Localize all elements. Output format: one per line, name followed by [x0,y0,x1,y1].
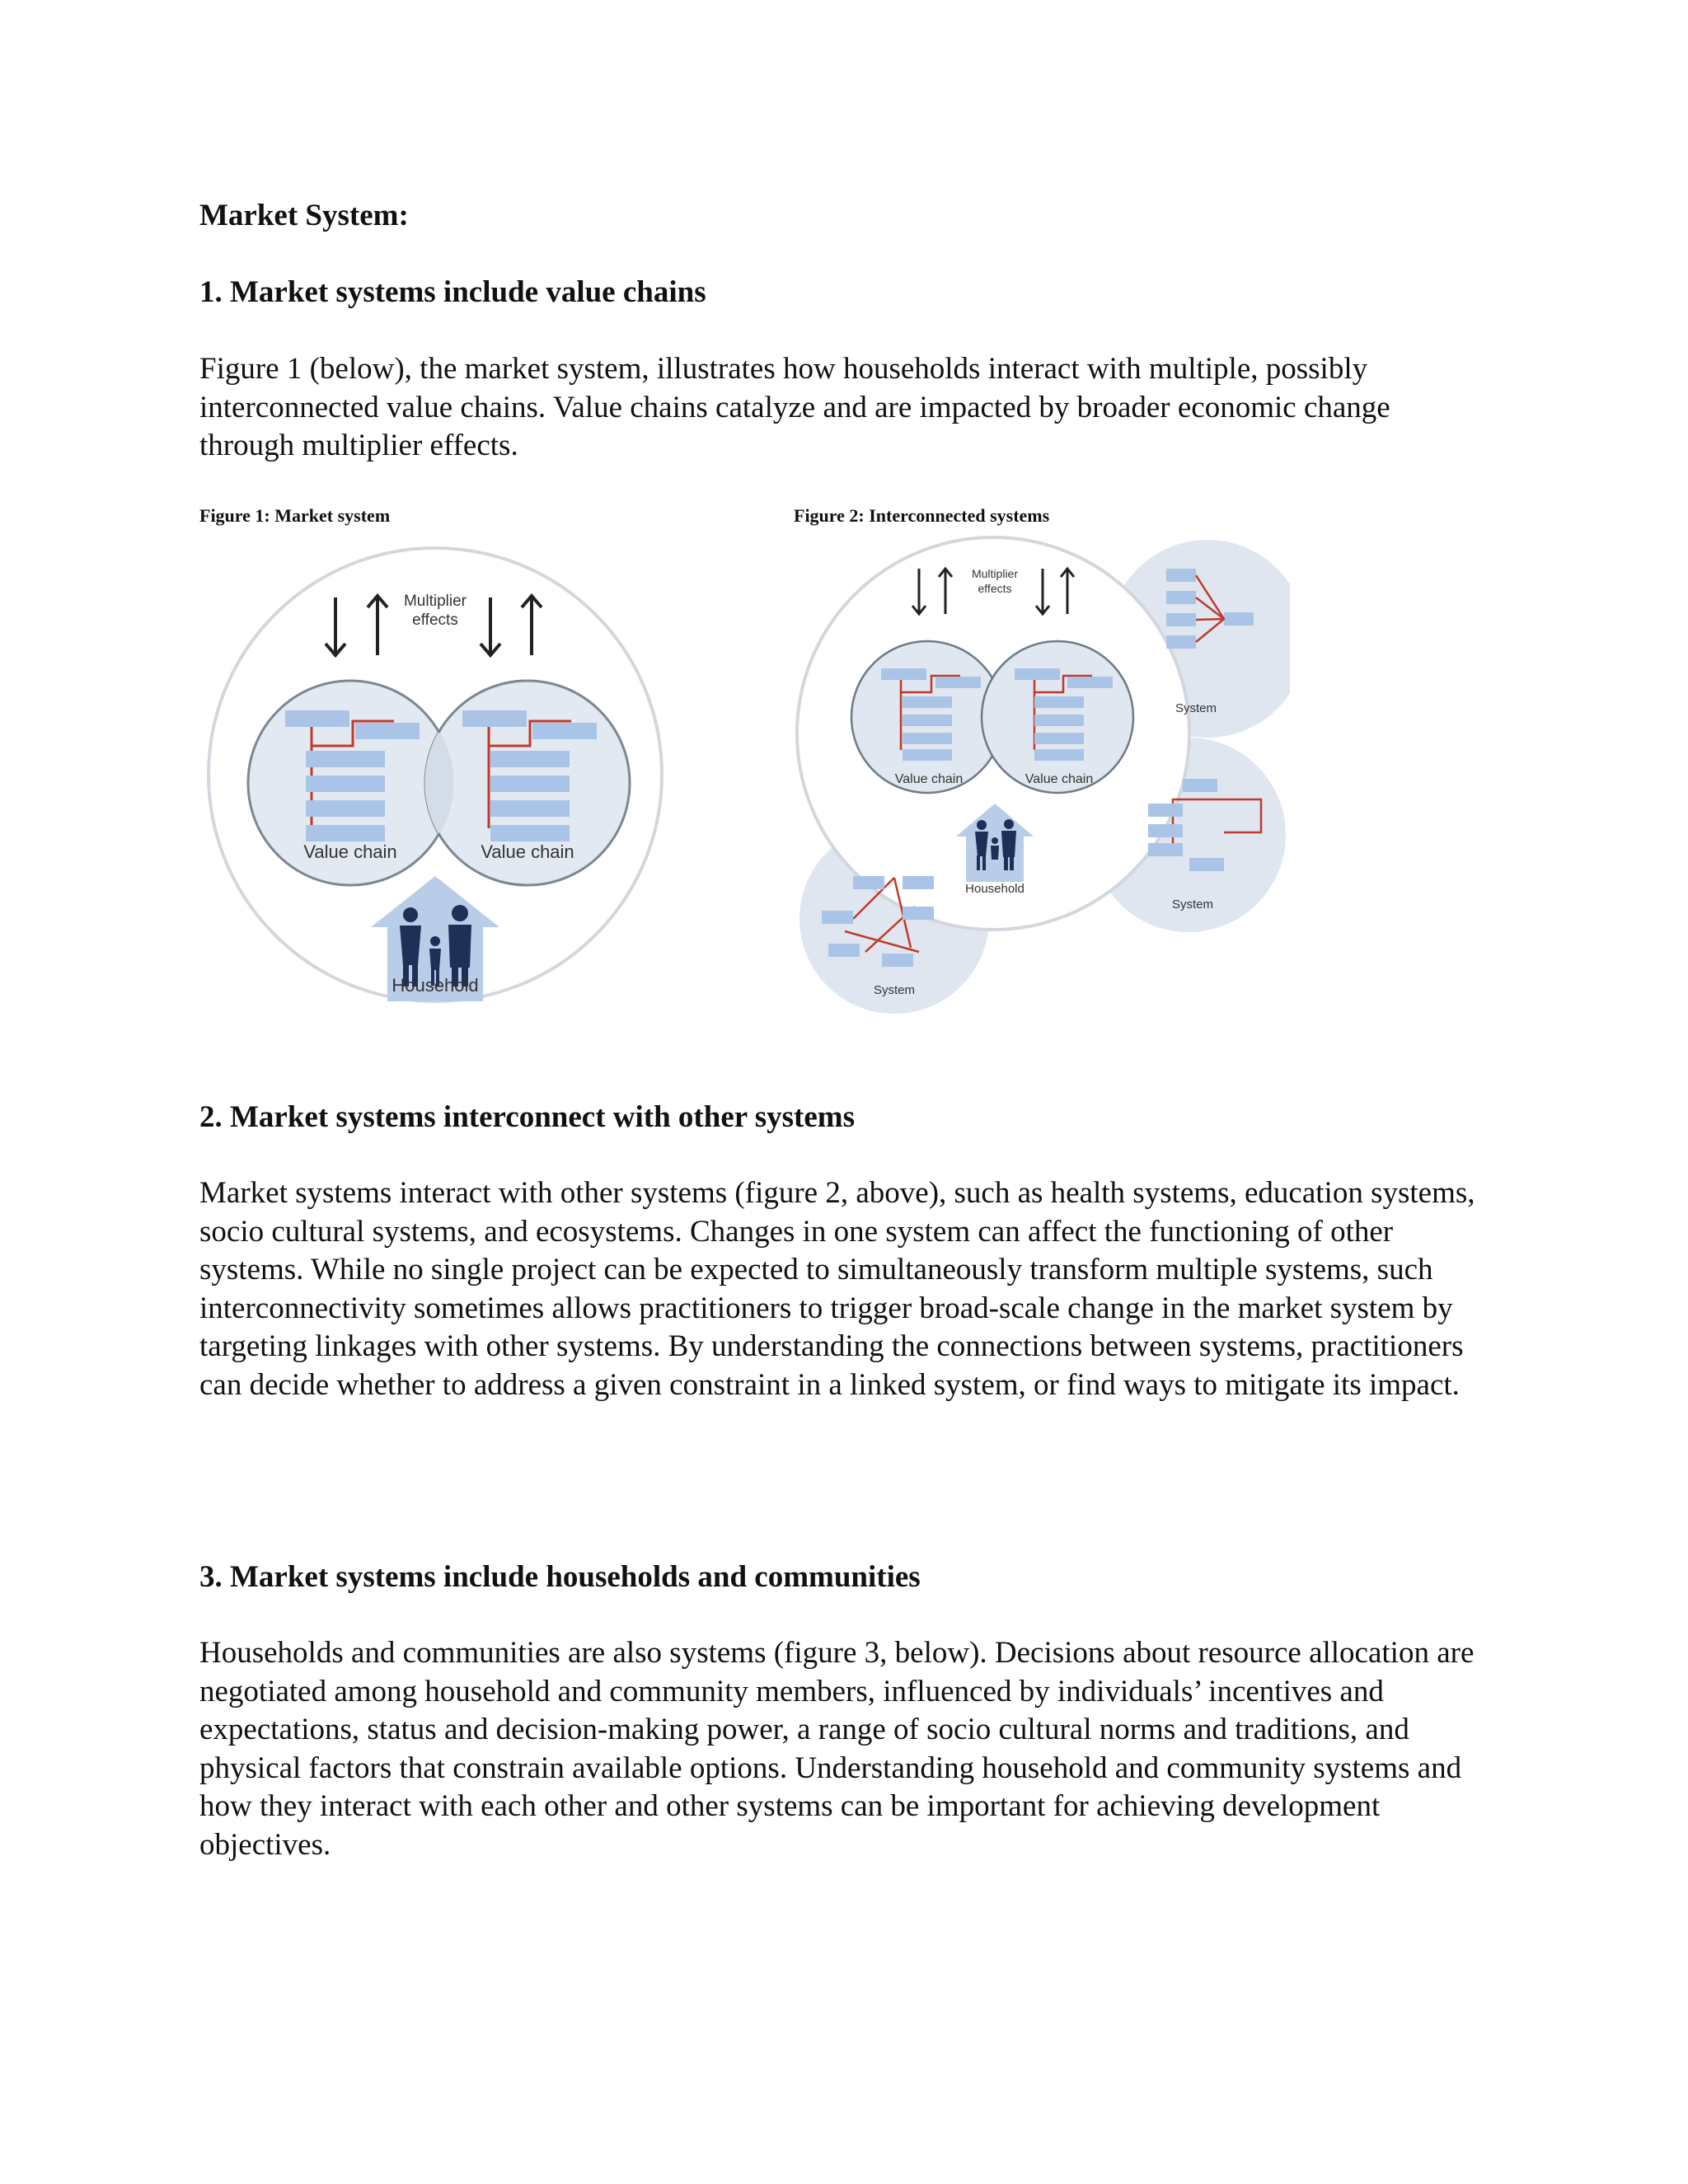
figure-1-caption: Figure 1: Market system [199,505,391,526]
value-chain-label-left: Value chain [303,841,397,862]
section-3-paragraph: Households and communities are also systems (figure 3, below). Decisions about resource allocation are negotiated among household and community members, influenced by individuals’ incentives and expectations, status and decision-making power, a range of socio cultural norms and traditions, and physical factors that constrain available options. Understanding household and community systems and how they interact with each other and other systems can be important for achieving development objectives. [199,1636,1475,1862]
figure-2-caption: Figure 2: Interconnected systems [794,505,1050,526]
section-1-paragraph: Figure 1 (below), the market system, illustrates how households interact with multiple, possibly interconnected value chains. Value chains catalyze and are impacted by broader economic change through multiplier effects. [199,352,1390,462]
multiplier-label-2: effects [412,612,458,629]
multiplier-label-1: Multiplier [971,567,1019,580]
value-chain-label-right: Value chain [481,841,574,862]
household-label: Household [392,975,479,996]
system-label-top-right: System [1175,701,1217,715]
value-chain-label-right: Value chain [1025,772,1094,786]
figure-1-diagram [202,540,672,1010]
section-1-heading: 1. Market systems include value chains [199,275,706,309]
page-title: Market System: [199,199,409,232]
system-label-bottom-left: System [873,983,916,997]
multiplier-label-2: effects [978,582,1012,595]
section-3-heading: 3. Market systems include households and communities [199,1560,921,1594]
system-label-mid-right: System [1171,898,1214,912]
section-2-heading: 2. Market systems interconnect with other systems [199,1100,856,1134]
figure-2-diagram [795,532,1290,1026]
household-label: Household [965,882,1025,896]
section-2-paragraph: Market systems interact with other systems (figure 2, above), such as health systems, education systems, socio cultural systems, and ecosystems. Changes in one system can affect the functioning of other systems. While no single project can be expected to simultaneously transform multiple systems, such interconnectivity sometimes allows practitioners to trigger broad-scale change in the market system by targeting linkages with other systems. By understanding the connections between systems, practitioners can decide whether to address a given constraint in a linked system, or find ways to mitigate its impact. [199,1176,1475,1402]
value-chain-label-left: Value chain [894,772,964,786]
multiplier-label-1: Multiplier [403,593,467,610]
